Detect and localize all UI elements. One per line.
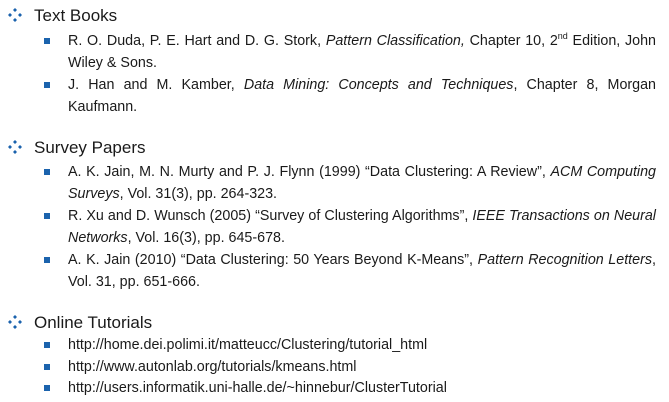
list-item-jain-1999 [0, 162, 669, 205]
citation-journal: Pattern Recognition Letters [477, 252, 653, 268]
square-bullet-icon [44, 385, 50, 391]
citation-journal: IEEE Transactions on Neural Networks [68, 208, 656, 246]
citation-authors: R. O. Duda, P. E. Hart and D. G. Stork, [68, 33, 326, 49]
citation-journal: ACM Computing Surveys [68, 164, 656, 202]
citation-volume: , Vol. 31, pp. 651-666. [68, 252, 656, 290]
list-item-han [0, 75, 669, 118]
section-header [0, 5, 669, 27]
citation-title: Data Mining: Concepts and Techniques [243, 77, 514, 93]
citation-authors: A. K. Jain, M. N. Murty and P. J. Flynn (1999) “Data Clustering: A Review”, [68, 164, 551, 180]
citation-authors: R. Xu and D. Wunsch (2005) “Survey of Clustering Algorithms”, [68, 208, 473, 224]
square-bullet-icon [44, 38, 50, 44]
section-title: Online Tutorials [34, 313, 153, 332]
citation-volume: , Vol. 16(3), pp. 645-678. [127, 229, 285, 246]
tutorial-link[interactable]: http://users.informatik.uni-halle.de/~hinnebur/ClusterTutorial [68, 380, 447, 396]
list-item-duda [0, 31, 669, 74]
square-bullet-icon [44, 213, 50, 219]
section-online-tutorials [0, 312, 669, 400]
list-item-url [0, 357, 669, 379]
citation-volume: , Vol. 31(3), pp. 264-323. [119, 185, 278, 202]
section-title: Survey Papers [34, 138, 146, 157]
diamond-bullet-icon [8, 140, 22, 154]
section-text-books [0, 5, 669, 118]
citation-chapter: Chapter 10, 2 [464, 33, 558, 49]
square-bullet-icon [44, 364, 50, 370]
citation-authors: J. Han and M. Kamber, [68, 77, 244, 93]
citation-superscript: nd [557, 31, 568, 42]
square-bullet-icon [44, 342, 50, 348]
list-item-url [0, 335, 669, 357]
tutorial-link[interactable]: http://home.dei.polimi.it/matteucc/Clustering/tutorial_html [68, 337, 428, 353]
square-bullet-icon [44, 82, 50, 88]
citation-publisher: Edition, John Wiley & Sons. [68, 33, 657, 71]
diamond-bullet-icon [8, 315, 22, 329]
section-header [0, 137, 669, 159]
citation-title: Pattern Classification, [325, 33, 465, 49]
section-title: Text Books [34, 6, 118, 25]
list-item-jain-2010 [0, 250, 669, 293]
diamond-bullet-icon [8, 8, 22, 22]
citation-details: , Chapter 8, Morgan Kaufmann. [68, 77, 657, 115]
list-item-url [0, 378, 669, 400]
square-bullet-icon [44, 257, 50, 263]
tutorial-link[interactable]: http://www.autonlab.org/tutorials/kmeans.html [68, 358, 357, 375]
citation-authors: A. K. Jain (2010) “Data Clustering: 50 Years Beyond K-Means”, [68, 252, 478, 268]
section-survey-papers [0, 137, 669, 293]
list-item-xu-2005 [0, 206, 669, 249]
section-header [0, 312, 669, 334]
square-bullet-icon [44, 169, 50, 175]
